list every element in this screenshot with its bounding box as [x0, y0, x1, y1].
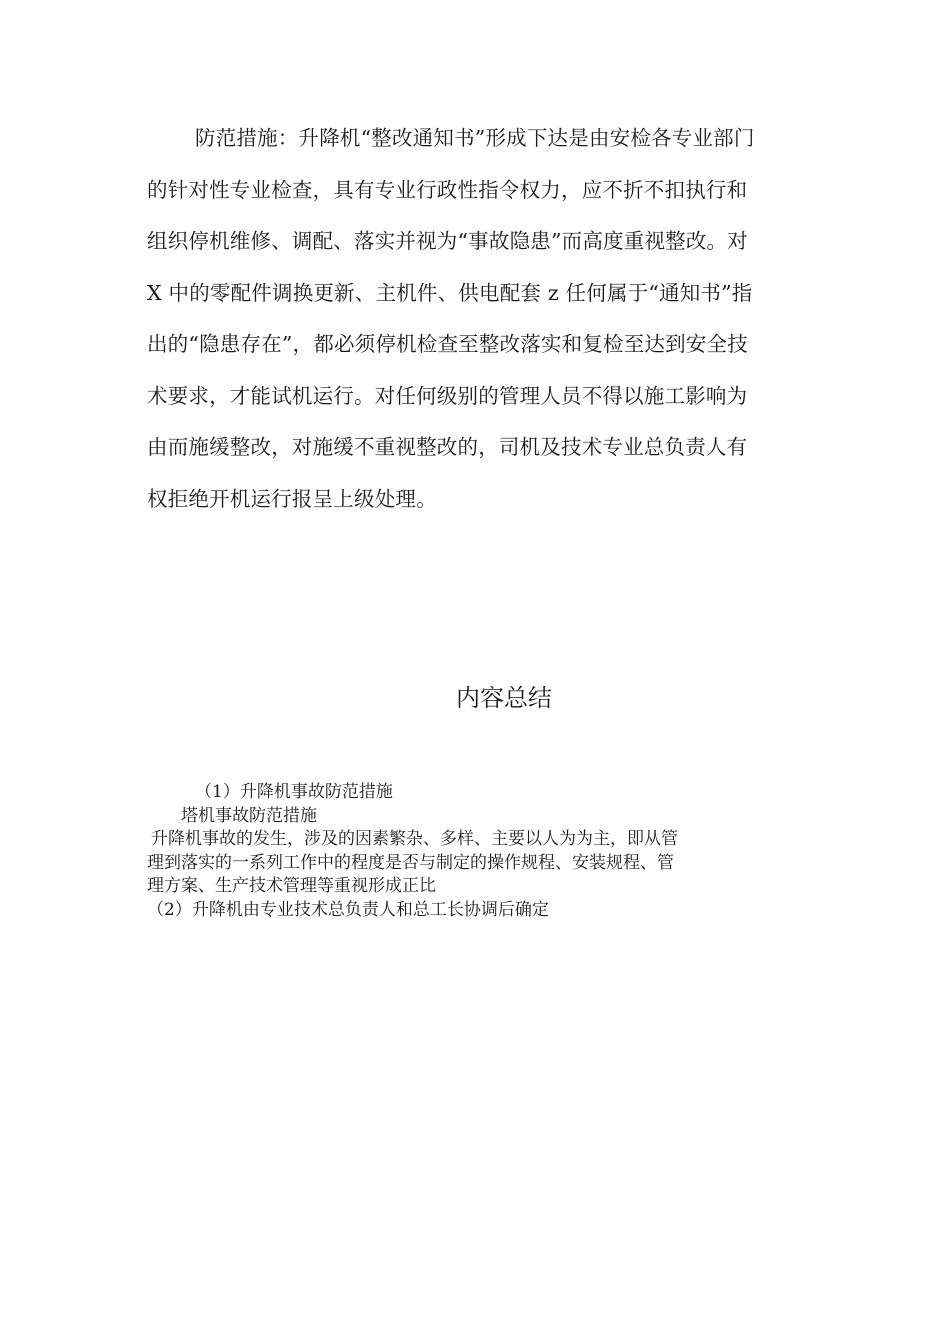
summary-item-2: （2）升降机由专业技术总负责人和总工长协调后确定: [147, 899, 549, 920]
summary-body-line: 理到落实的一系列工作中的程度是否与制定的操作规程、安装规程、管: [147, 852, 674, 873]
summary-body-line: 升降机事故的发生，涉及的因素繁杂、多样、主要以人为为主，即从管: [151, 829, 678, 849]
paragraph-line: 防范措施：升降机“整改通知书”形成下达是由安检各专业部门: [195, 126, 755, 150]
paragraph-line: 权拒绝开机运行报呈上级处理。: [147, 486, 437, 511]
paragraph-line: 出的“隐患存在”，都必须停机检查至整改落实和复检至达到安全技: [147, 332, 748, 356]
paragraph-line: 的针对性专业检查，具有专业行政性指令权力，应不折不扣执行和: [147, 177, 748, 202]
main-paragraph: [147, 116, 797, 528]
summary-title: 内容总结: [456, 684, 552, 712]
paragraph-line: X 中的零配件调换更新、主机件、供电配套 z 任何属于“通知书”指: [147, 280, 753, 305]
summary-body-line: 理方案、生产技术管理等重视形成正比: [147, 876, 436, 896]
paragraph-line: 组织停机维修、调配、落实并视为“事故隐患”而高度重视整改。对: [147, 229, 748, 253]
summary-section: [147, 781, 807, 922]
summary-subheading: 塔机事故防范措施: [181, 805, 317, 826]
summary-item-1: （1）升降机事故防范措施: [195, 782, 393, 802]
paragraph-line: 由而施缓整改，对施缓不重视整改的，司机及技术专业总负责人有: [147, 435, 748, 459]
paragraph-line: 术要求，才能试机运行。对任何级别的管理人员不得以施工影响为: [147, 383, 748, 408]
